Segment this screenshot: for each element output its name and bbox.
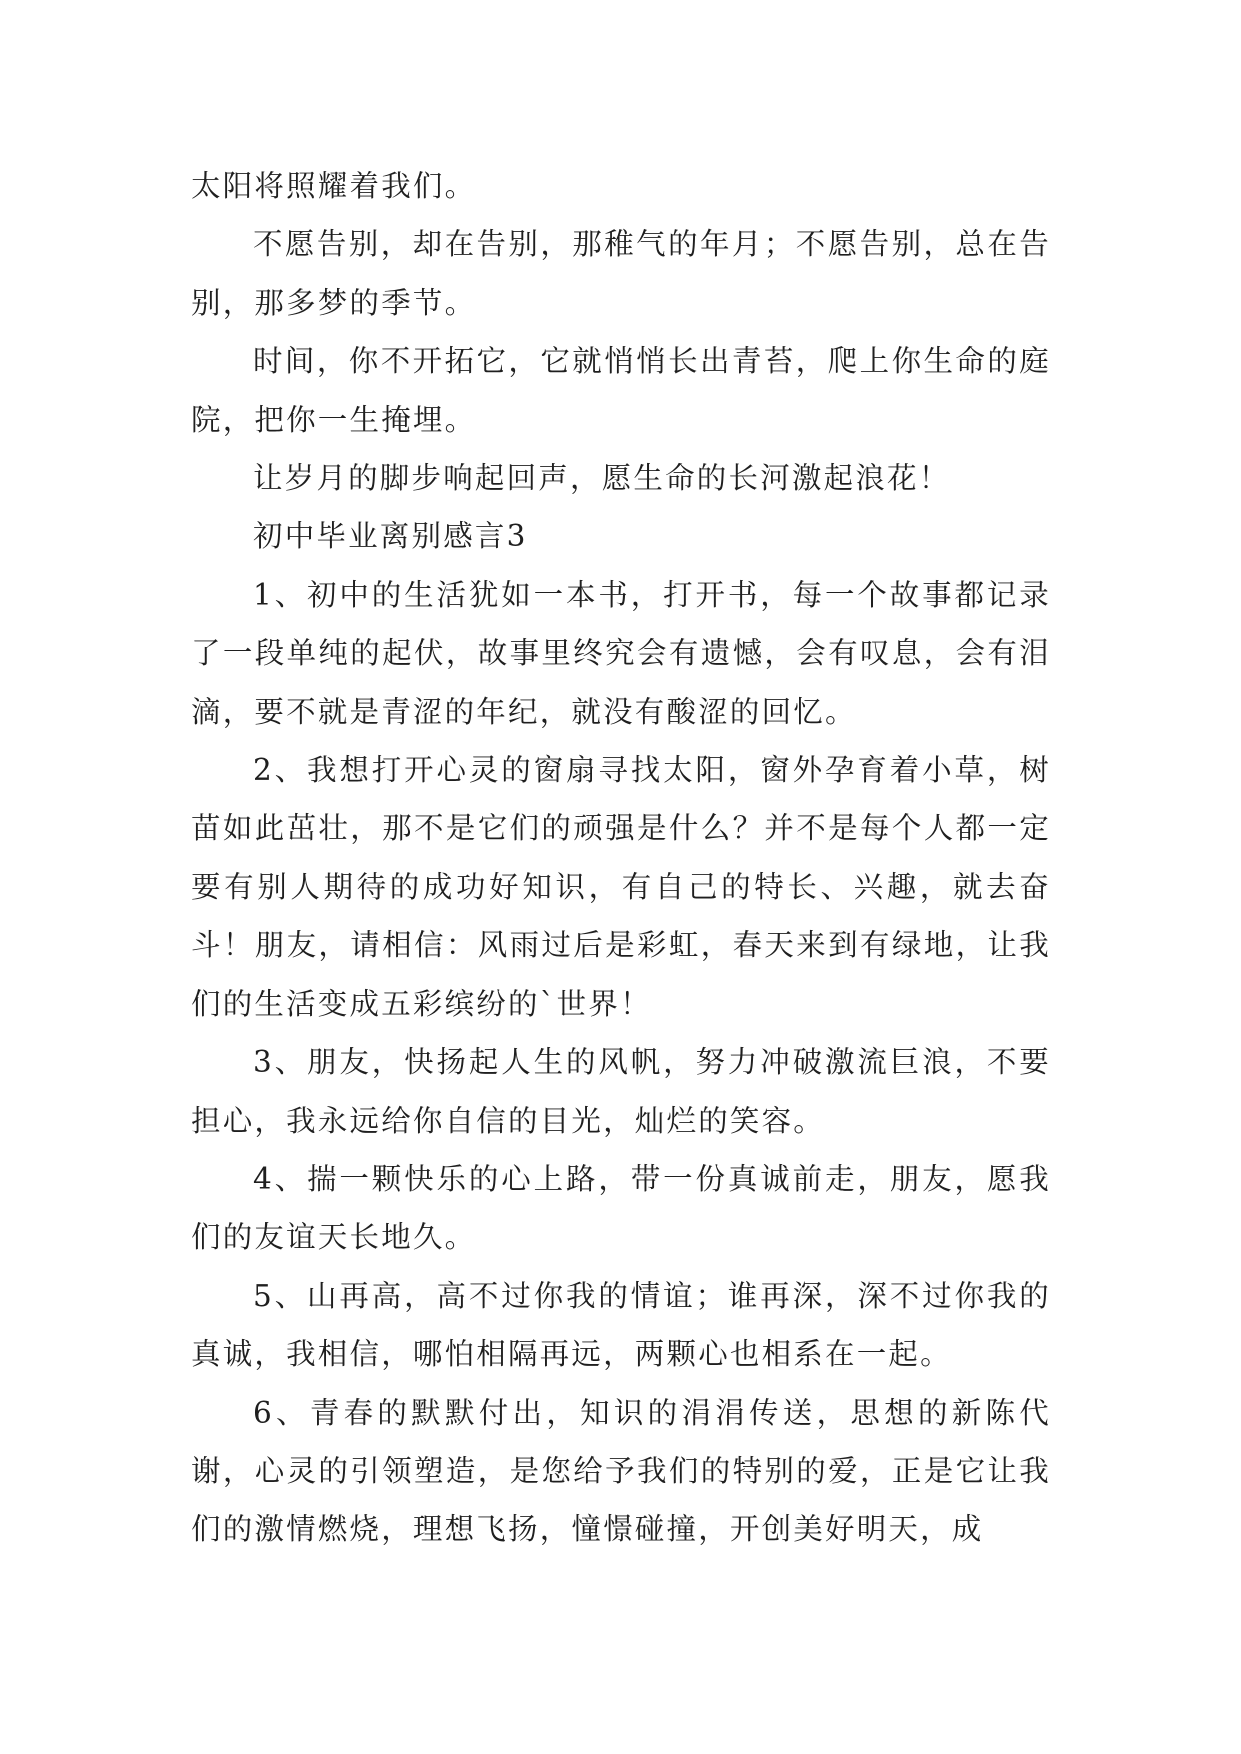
paragraph-continuation: 太阳将照耀着我们。 — [191, 169, 477, 203]
paragraph: 让岁月的脚步响起回声，愿生命的长河激起浪花！ — [253, 461, 951, 496]
paragraph: 不愿告别，却在告别，那稚气的年月；不愿告别，总在告别，那多梦的季节。 — [191, 227, 1051, 320]
paragraph: 时间，你不开拓它，它就悄悄长出青苔，爬上你生命的庭院，把你一生掩埋。 — [191, 344, 1051, 437]
list-item: 5、山再高，高不过你我的情谊；谁再深，深不过你我的真诚，我相信，哪怕相隔再远，两颗心也相系在一起。 — [191, 1278, 1051, 1372]
list-item: 2、我想打开心灵的窗扇寻找太阳，窗外孕育着小草，树苗如此茁壮，那不是它们的顽强是什么？并不是每个人都一定要有别人期待的成功好知识，有自己的特长、兴趣，就去奋斗！朋友，请相信：风雨过后是彩虹，春天来到有绿地，让我们的生活变成五彩缤纷的`世界！ — [191, 753, 1051, 1021]
list-item: 4、揣一颗快乐的心上路，带一份真诚前走，朋友，愿我们的友谊天长地久。 — [191, 1161, 1051, 1255]
document-body — [191, 157, 1051, 1559]
list-item: 1、初中的生活犹如一本书，打开书，每一个故事都记录了一段单纯的起伏，故事里终究会有遗憾，会有叹息，会有泪滴，要不就是青涩的年纪，就没有酸涩的回忆。 — [191, 577, 1051, 729]
section-heading: 初中毕业离别感言3 — [253, 519, 528, 554]
list-item: 3、朋友，快扬起人生的风帆，努力冲破激流巨浪，不要担心，我永远给你自信的目光，灿烂的笑容。 — [191, 1045, 1051, 1138]
list-item: 6、青春的默默付出，知识的涓涓传送，思想的新陈代谢，心灵的引领塑造，是您给予我们的特别的爱，正是它让我们的激情燃烧，理想飞扬，憧憬碰撞，开创美好明天，成 — [191, 1395, 1051, 1547]
